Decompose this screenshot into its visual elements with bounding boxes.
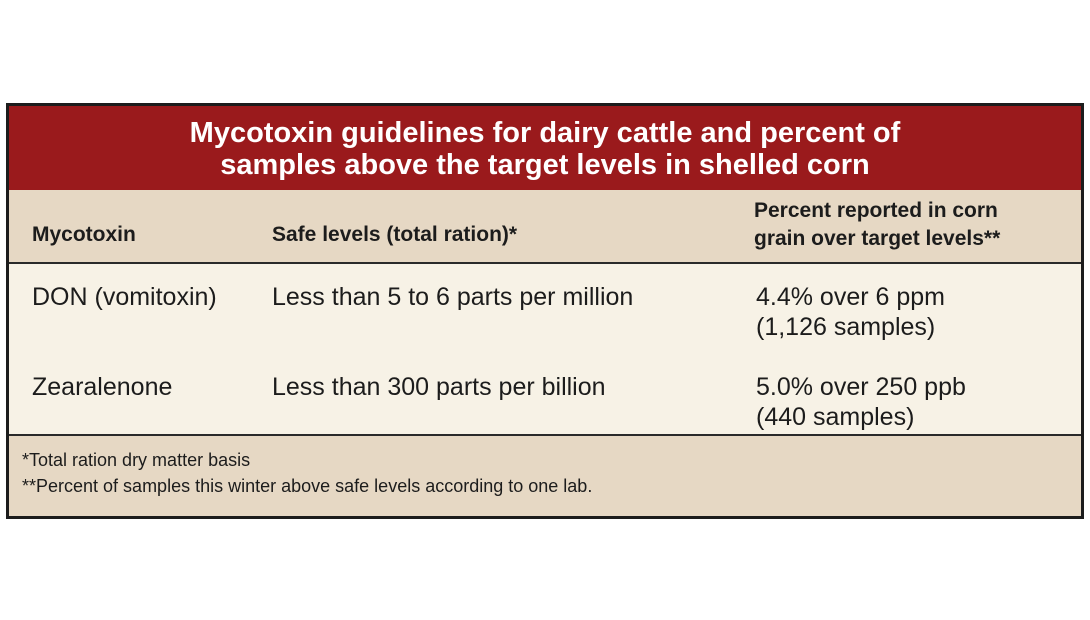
- cell-mycotoxin: DON (vomitoxin): [32, 283, 217, 311]
- header-mycotoxin: Mycotoxin: [32, 223, 136, 246]
- cell-percent-value: 4.4% over 6 ppm: [756, 283, 945, 311]
- footnote-dry-matter: *Total ration dry matter basis: [22, 450, 251, 470]
- header-percent-reported: [754, 197, 1000, 253]
- header-percent-line-1: Percent reported in corn: [754, 199, 998, 222]
- cell-sample-count: (440 samples): [756, 403, 915, 431]
- cell-safe-level: Less than 5 to 6 parts per million: [272, 283, 634, 311]
- table-title: [9, 106, 1081, 190]
- mycotoxin-table: [6, 103, 1084, 519]
- cell-percent: [756, 372, 966, 432]
- table-row: [9, 264, 1081, 349]
- header-percent-line-2: grain over target levels**: [754, 227, 1001, 250]
- cell-percent-value: 5.0% over 250 ppb: [756, 373, 966, 401]
- cell-percent: [756, 282, 945, 342]
- header-safe-levels: Safe levels (total ration)*: [272, 223, 518, 246]
- table-header-row: [9, 190, 1081, 264]
- footnote-samples: **Percent of samples this winter above safe levels according to one lab.: [22, 476, 593, 496]
- table-footnotes: [9, 436, 1081, 516]
- cell-mycotoxin: Zearalenone: [32, 373, 173, 401]
- table-title-line-2: samples above the target levels in shelled corn: [220, 149, 870, 181]
- table-body: [9, 264, 1081, 436]
- table-row: [9, 354, 1081, 439]
- cell-safe-level: Less than 300 parts per billion: [272, 373, 606, 401]
- cell-sample-count: (1,126 samples): [756, 313, 936, 341]
- table-title-line-1: Mycotoxin guidelines for dairy cattle and percent of: [189, 117, 901, 149]
